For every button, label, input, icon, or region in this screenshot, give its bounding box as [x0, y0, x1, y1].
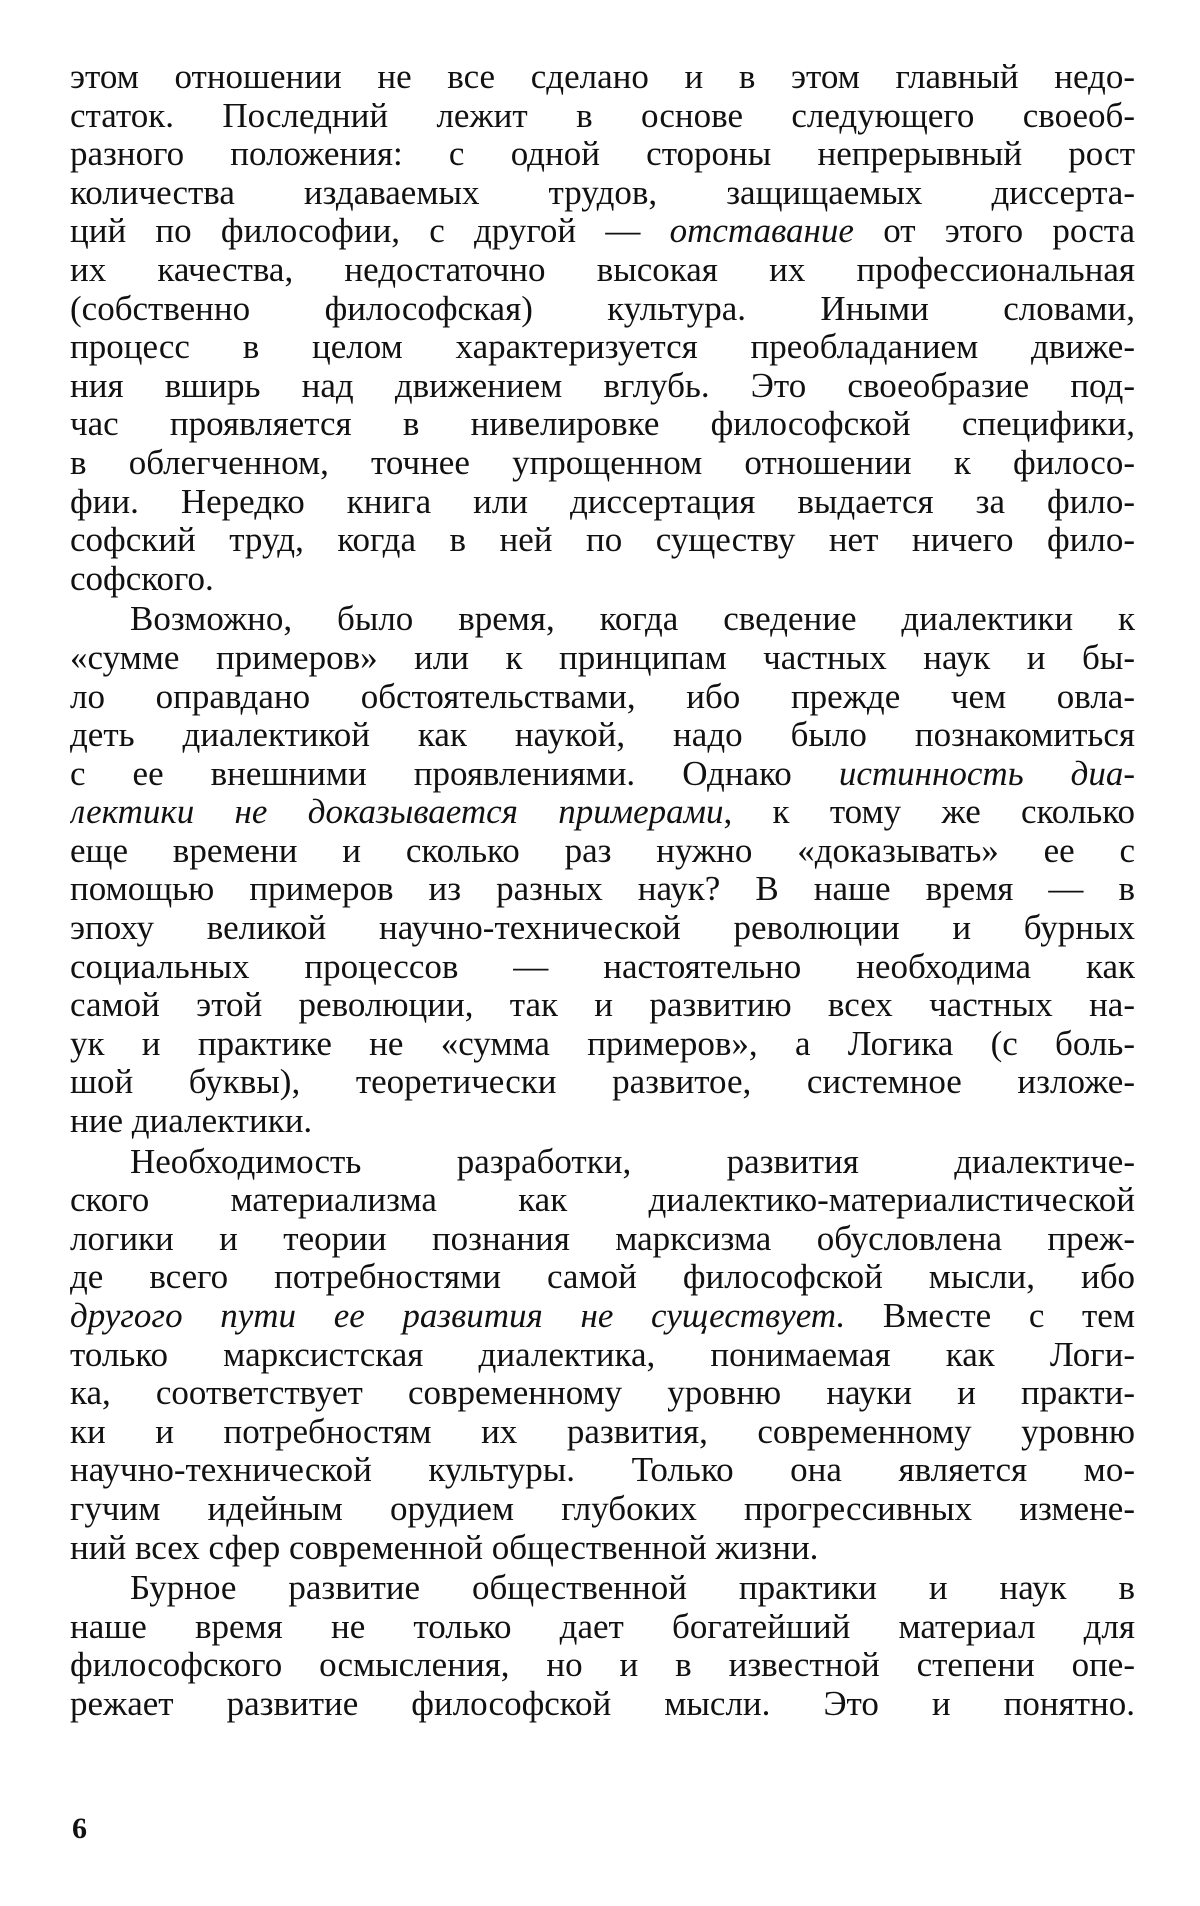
text-line: логики и теории познания марксизма обусловлена преж-	[70, 1219, 1135, 1258]
text-line: Необходимость разработки, развития диалектиче-	[130, 1142, 1135, 1181]
line-text: с ее внешними проявлениями. Однако	[70, 754, 839, 793]
paragraph	[70, 1143, 1135, 1568]
text-line: в облегченном, точнее упрощенном отношении к филосо-	[70, 443, 1135, 482]
text-line: «сумме примеров» или к принципам частных наук и бы-	[70, 638, 1135, 677]
text-line: ний всех сфер современной общественной жизни.	[70, 1528, 819, 1567]
text-line: ук и практике не «сумма примеров», а Логика (с боль-	[70, 1024, 1135, 1063]
text-line: помощью примеров из разных наук? В наше время — в	[70, 870, 1135, 909]
text-line: ние диалектики.	[70, 1102, 313, 1141]
text-line: де всего потребностями самой философской мысли, ибо	[70, 1258, 1135, 1297]
text-line	[70, 1297, 1135, 1336]
text-line: ния вширь над движением вглубь. Это своеобразие под-	[70, 366, 1135, 405]
paragraph	[70, 1569, 1135, 1723]
text-line	[70, 793, 1135, 832]
text-line: софский труд, когда в ней по существу нет ничего фило-	[70, 521, 1135, 560]
text-line: ка, соответствует современному уровню науки и практи-	[70, 1374, 1135, 1413]
page-body	[70, 58, 1135, 1724]
text-line: научно-технической культуры. Только она является мо-	[70, 1451, 1135, 1490]
text-line: час проявляется в нивелировке философской специфики,	[70, 405, 1135, 444]
text-line: софского.	[70, 559, 214, 598]
line-text: ций по философии, с другой —	[70, 212, 670, 251]
paragraph	[70, 58, 1135, 598]
text-line	[70, 755, 1135, 794]
text-line: философского осмысления, но и в известной степени опе-	[70, 1646, 1135, 1685]
text-line: ло оправдано обстоятельствами, ибо прежде чем овла-	[70, 677, 1135, 716]
text-line: фии. Нередко книга или диссертация выдается за фило-	[70, 482, 1135, 521]
text-line: процесс в целом характеризуется преобладанием движе-	[70, 328, 1135, 367]
text-line: Возможно, было время, когда сведение диалектики к	[130, 600, 1135, 639]
text-line: ского материализма как диалектико-материалистической	[70, 1181, 1135, 1220]
text-line: Бурное развитие общественной практики и наук в	[130, 1569, 1135, 1608]
text-line: гучим идейным орудием глубоких прогрессивных измене-	[70, 1489, 1135, 1528]
line-text: Вместе с тем	[845, 1297, 1135, 1335]
text-line: разного положения: с одной стороны непрерывный рост	[70, 135, 1135, 174]
text-line: социальных процессов — настоятельно необходима как	[70, 947, 1135, 986]
line-text: от этого роста	[853, 212, 1135, 251]
text-line: статок. Последний лежит в основе следующего своеоб-	[70, 96, 1135, 135]
text-line: только марксистская диалектика, понимаемая как Логи-	[70, 1335, 1135, 1374]
page-number: 6	[72, 1812, 87, 1845]
emphasized-text: другого пути ее развития не существует.	[70, 1297, 846, 1335]
line-text: , к тому же сколько	[723, 793, 1135, 832]
text-line: наше время не только дает богатейший материал для	[70, 1607, 1135, 1646]
text-line: их качества, недостаточно высокая их профессиональная	[70, 250, 1135, 289]
text-line	[70, 212, 1135, 251]
paragraph	[70, 600, 1135, 1140]
text-line: этом отношении не все сделано и в этом главный недо-	[70, 58, 1135, 96]
text-line: (собственно философская) культура. Иными словами,	[70, 289, 1135, 328]
text-line: эпоху великой научно-технической революции и бурных	[70, 909, 1135, 948]
text-line: ки и потребностям их развития, современному уровню	[70, 1412, 1135, 1451]
text-line: режает развитие философской мысли. Это и понятно.	[70, 1684, 1135, 1723]
text-line: количества издаваемых трудов, защищаемых диссерта-	[70, 173, 1135, 212]
text-line: еще времени и сколько раз нужно «доказывать» ее с	[70, 831, 1135, 870]
emphasized-text: отставание	[669, 212, 854, 251]
emphasized-text: лектики не доказывается примерами	[70, 793, 724, 832]
text-line: деть диалектикой как наукой, надо было познакомиться	[70, 716, 1135, 755]
emphasized-text: истинность диа-	[838, 754, 1135, 793]
text-line: самой этой революции, так и развитию всех частных на-	[70, 986, 1135, 1025]
text-line: шой буквы), теоретически развитое, системное изложе-	[70, 1063, 1135, 1102]
